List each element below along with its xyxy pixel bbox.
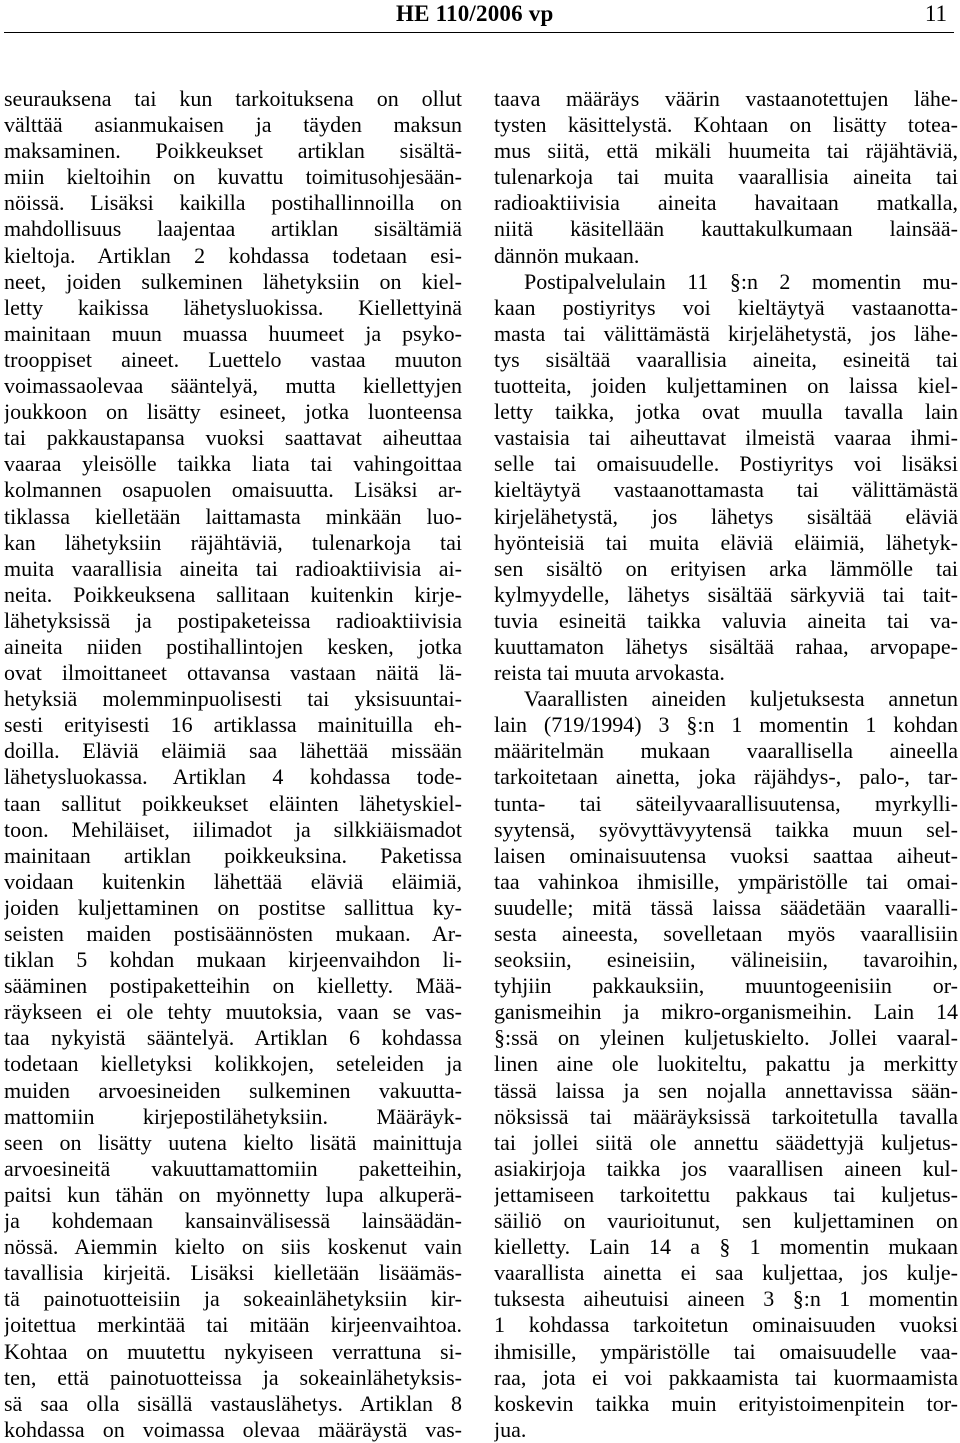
text-line: joiden kuljettaminen on postitse sallittua ky- <box>4 894 462 920</box>
text-line: paitsi kun tähän on myönnetty lupa alkuperä- <box>4 1181 462 1207</box>
document-reference: HE 110/2006 vp <box>396 1 554 26</box>
text-line: maksaminen. Poikkeukset artiklan sisältä- <box>4 138 462 164</box>
text-line: säiliö on vaurioitunut, sen kuljettaminen on <box>494 1208 958 1234</box>
text-line: tuotteita, joiden kuljettaminen on laissa kiel- <box>494 373 958 399</box>
text-line: lain (719/1994) 3 §:n 1 momentin 1 kohdan <box>494 712 958 738</box>
text-line: mainitaan artiklan poikkeuksina. Paketissa <box>4 842 462 868</box>
text-line: linen aine ole luokiteltu, pakattu ja merkitty <box>494 1051 958 1077</box>
text-line: nöissä. Lisäksi kaikilla postihallinnoilla on <box>4 190 462 216</box>
text-line: dännön mukaan. <box>494 242 640 268</box>
text-line: voidaan kuitenkin lähettää eläviä eläimiä, <box>4 868 462 894</box>
text-line: tiklassa kielletään laittamasta minkään luo- <box>4 503 462 529</box>
text-line: todetaan kielletyksi kolikkojen, seteleiden ja <box>4 1051 462 1077</box>
text-line: ja kohdemaan kansainvälisessä lainsäädän- <box>4 1208 462 1234</box>
text-line: räykseen ei ole tehty muutoksia, vaan se vas- <box>4 999 462 1025</box>
text-line: mattomiin kirjepostilähetyksiin. Määräyk- <box>4 1103 462 1129</box>
text-line: ten, että painotuotteissa ja sokeainlähetyksis- <box>4 1364 462 1390</box>
right-text-column <box>494 86 958 1443</box>
text-line: tys sisältää vaarallisia aineita, esineitä tai <box>494 346 958 372</box>
text-line: mainitaan muun muassa huumeet ja psyko- <box>4 320 462 346</box>
text-line: tysten käsittelystä. Kohtaan on lisätty totea- <box>494 112 958 138</box>
text-line: tai pakkaustapansa vuoksi saattavat aiheuttaa <box>4 425 462 451</box>
text-line: kohdassa on voimassa olevaa määräystä vas- <box>4 1416 462 1442</box>
text-line: taava määräys väärin vastaanotettujen lähe- <box>494 86 958 111</box>
text-line: sääminen postipaketteihin on kielletty. Mää- <box>4 973 462 999</box>
text-line: joukkoon on lisätty esineet, jotka luonteensa <box>4 399 462 425</box>
text-line: sesti erityisesti 16 artiklassa mainituilla eh- <box>4 712 462 738</box>
text-line: seisten maiden postisäännösten mukaan. Ar- <box>4 921 462 946</box>
text-line: syytensä, syövyttävyytensä taikka muun sel- <box>494 816 958 842</box>
text-line: arvoesineitä vakuuttamattomiin paketteihin, <box>4 1155 462 1181</box>
text-line: kirjelähetystä, jos lähetys sisältää eläviä <box>494 503 958 529</box>
text-line: seoksiin, esineisiin, välineisiin, tavaroihin, <box>494 947 958 973</box>
text-line: asiakirjoja taikka jos vaarallisen aineen kul- <box>494 1155 958 1181</box>
text-line: lähetyksissä ja postipaketeissa radioaktiivisia <box>4 607 462 633</box>
text-line: Kohtaa on muutettu nykyiseen verrattuna si- <box>4 1338 462 1364</box>
text-line: suudelle; mitä tässä laissa säädetään vaaralli- <box>494 894 958 920</box>
text-line: mus siitä, että mikäli huumeita tai räjähtäviä, <box>494 138 958 164</box>
text-line: kieltäytyä vastaanottamasta tai välittämästä <box>494 477 958 503</box>
text-line: doilla. Eläviä eläimiä saa lähettää missään <box>4 738 462 764</box>
text-line: taa vahinkoa ihmisille, ympäristölle tai omai- <box>494 868 958 894</box>
text-line: tä painotuotteisiin ja sokeainlähetyksiin kir- <box>4 1286 462 1312</box>
text-line: taa nykyistä sääntelyä. Artiklan 6 kohdassa <box>4 1025 462 1051</box>
text-line: jettamiseen tarkoitettu pakkaus tai kuljetus- <box>494 1181 958 1207</box>
text-line: tuvia esineitä taikka valuvia aineita tai va- <box>494 607 958 633</box>
text-line: tarkoitetaan ainetta, joka räjähdys-, palo-, tar- <box>494 764 958 790</box>
text-line: aineita niiden postihallintojen kesken, jotka <box>4 633 462 659</box>
text-line: letty taikka, jotka ovat muulla tavalla lain <box>494 399 958 425</box>
text-line: sesta aineesta, sovelletaan myös vaarallisiin <box>494 921 958 946</box>
text-line: hyönteisiä tai muita eläviä eläimiä, lähetyk- <box>494 529 958 555</box>
text-line: tuksesta aiheutuisi aineen 3 §:n 1 momentin <box>494 1286 958 1312</box>
text-line: tai jollei siitä ole annettu säädettyjä kuljetus- <box>494 1129 958 1155</box>
text-line: neet, joiden sulkeminen lähetyksiin on kiel- <box>4 268 462 294</box>
text-line: jua. <box>494 1416 527 1442</box>
text-line: toon. Mehiläiset, iilimadot ja silkkiäismadot <box>4 816 462 842</box>
text-line: välttää asianmukaisen ja täyden maksun <box>4 112 462 138</box>
text-line: seurauksena tai kun tarkoituksena on ollut <box>4 86 462 111</box>
text-line: tavallisia kirjeitä. Lisäksi kielletään lisäämäs- <box>4 1260 462 1286</box>
text-line: mahdollisuus laajentaa artiklan sisältämiä <box>4 216 462 242</box>
text-line: raa, jota ei voi pakkaamista tai kuormaamista <box>494 1364 958 1390</box>
text-line: selle tai omaisuudelle. Postiyritys voi lisäksi <box>494 451 958 477</box>
text-line: Vaarallisten aineiden kuljetuksesta annetun <box>524 686 958 712</box>
text-line: sen sisältö on erityisen arka lämmölle tai <box>494 555 958 581</box>
text-line: tiklan 5 kohdan mukaan kirjeenvaihdon li- <box>4 947 462 973</box>
text-line: kieltoja. Artiklan 2 kohdassa todetaan esi- <box>4 242 462 268</box>
text-line: voimassaolevaa sääntelyä, mutta kiellettyjen <box>4 373 462 399</box>
text-line: masta tai välittämästä kirjelähetystä, jos lähe- <box>494 320 958 346</box>
text-line: tyhjiin pakkauksiin, muuntogeenisiin or- <box>494 973 958 999</box>
page-number: 11 <box>924 1 947 26</box>
text-line: radioaktiivisia aineita havaitaan matkalla, <box>494 190 958 216</box>
text-line: koskevin taikka muin erityistoimenpitein tor- <box>494 1390 958 1416</box>
text-line: miin kieltoihin on kuvattu toimitusohjesään- <box>4 164 462 190</box>
text-line: muita vaarallisia aineita tai radioaktiivisia ai- <box>4 555 462 581</box>
text-line: kolmannen osapuolen omaisuutta. Lisäksi ar- <box>4 477 462 503</box>
header-divider <box>4 32 954 33</box>
text-line: taan sallitut poikkeukset eläinten lähetyskiel- <box>4 790 462 816</box>
text-line: ovat ilmoittaneet ottavansa vastaan näitä lä- <box>4 660 462 686</box>
text-line: kuuttamaton lähetys sisältää rahaa, arvopape- <box>494 633 958 659</box>
text-line: ganismeihin ja mikro-organismeihin. Lain 14 <box>494 999 958 1025</box>
left-text-column <box>4 86 462 1443</box>
text-line: ihmisille, ympäristölle tai omaisuudelle vaa- <box>494 1338 958 1364</box>
text-line: kielletty. Lain 14 a § 1 momentin mukaan <box>494 1234 958 1260</box>
text-line: lähetysluokassa. Artiklan 4 kohdassa tode- <box>4 764 462 790</box>
text-line: tässä laissa ja sen nojalla annettavissa sään- <box>494 1077 958 1103</box>
text-line: letty kaikissa lähetysluokissa. Kiellettyinä <box>4 294 462 320</box>
text-line: sä saa olla sisällä vastauslähetys. Artiklan 8 <box>4 1390 462 1416</box>
text-line: hetyksiä molemminpuolisesti tai yksisuuntai- <box>4 686 462 712</box>
text-line: nöksissä tai määräyksissä tarkoitetulla tavalla <box>494 1103 958 1129</box>
text-line: 1 kohdassa tarkoitetun ominaisuuden vuoksi <box>494 1312 958 1338</box>
text-line: vaaraa yleisölle taikka liata tai vahingoittaa <box>4 451 462 477</box>
text-line: neita. Poikkeuksena sallitaan kuitenkin kirje- <box>4 581 462 607</box>
text-line: kaan postiyritys voi kieltäytyä vastaanotta- <box>494 294 958 320</box>
text-line: tunta- tai säteilyvaarallisuutensa, myrkylli- <box>494 790 958 816</box>
page-header <box>0 0 960 34</box>
text-line: tulenarkoja tai muita vaarallisia aineita tai <box>494 164 958 190</box>
text-line: niitä käsitellään kauttakulkumaan lainsää- <box>494 216 958 242</box>
text-line: nössä. Aiemmin kielto on siis koskenut vain <box>4 1234 462 1260</box>
text-line: Postipalvelulain 11 §:n 2 momentin mu- <box>524 268 958 294</box>
text-line: joitettua merkintää tai mitään kirjeenvaihtoa. <box>4 1312 462 1338</box>
text-line: kylmyydelle, lähetys sisältää särkyviä tai tait- <box>494 581 958 607</box>
text-line: seen on lisätty uutena kielto lisätä mainittuja <box>4 1129 462 1155</box>
text-line: vaarallista ainetta ei saa kuljettaa, jos kulje- <box>494 1260 958 1286</box>
text-line: laisen ominaisuutensa vuoksi saattaa aiheut- <box>494 842 958 868</box>
text-line: reista tai muuta arvokasta. <box>494 660 725 686</box>
text-line: vastaisia tai aiheuttavat ilmeistä vaaraa ihmi- <box>494 425 958 451</box>
text-line: muiden arvoesineiden sulkeminen vakuutta- <box>4 1077 462 1103</box>
text-line: §:ssä on yleinen kuljetuskielto. Jollei vaaral- <box>494 1025 958 1051</box>
text-line: kan lähetyksiin räjähtäviä, tulenarkoja tai <box>4 529 462 555</box>
text-line: trooppiset aineet. Luettelo vastaa muuton <box>4 346 462 372</box>
text-line: määritelmän mukaan vaarallisella aineella <box>494 738 958 764</box>
